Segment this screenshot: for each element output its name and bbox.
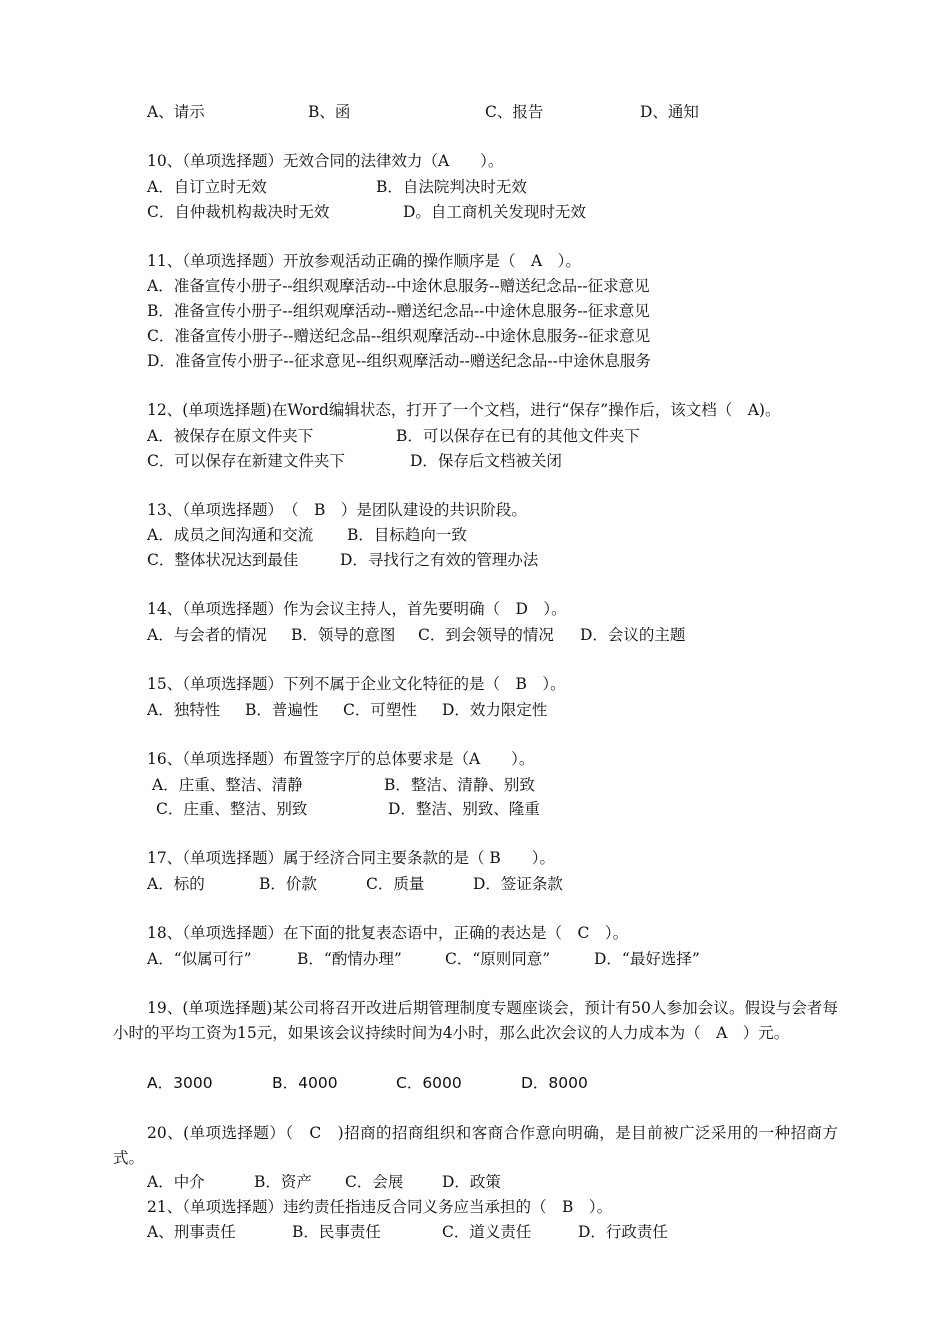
q17-option-d: D．签证条款 <box>473 875 563 893</box>
q15-stem: 15、（单项选择题）下列不属于企业文化特征的是（ B ）。 <box>147 675 566 693</box>
q16-option-b: B．整洁、清静、别致 <box>384 776 535 794</box>
q10-option-d: D。自工商机关发现时无效 <box>403 203 586 221</box>
q11-option-d: D．准备宣传小册子--征求意见--组织观摩活动--赠送纪念品--中途休息服务 <box>147 352 651 370</box>
q18-option-d: D．“最好选择” <box>594 950 700 968</box>
q21-option-b: B．民事责任 <box>292 1223 381 1241</box>
q20-option-a: A．中介 <box>147 1173 205 1191</box>
q16-option-d: D．整洁、别致、隆重 <box>388 800 540 818</box>
q11-stem: 11、（单项选择题）开放参观活动正确的操作顺序是（ A ）。 <box>147 252 581 270</box>
q19-option-b: B．4000 <box>272 1074 338 1092</box>
q16-option-c: C．庄重、整洁、别致 <box>156 800 308 818</box>
q14-option-c: C．到会领导的情况 <box>418 626 554 644</box>
q12-stem: 12、(单项选择题)在Word编辑状态，打开了一个文档，进行“保存”操作后，该文档（ A)。 <box>147 401 781 419</box>
q13-option-d: D．寻找行之有效的管理办法 <box>340 551 539 569</box>
q9-option-d: D、通知 <box>640 103 699 121</box>
q20-stem: 20、(单项选择题）（ C )招商的招商组织和客商合作意向明确，是目前被广泛采用的一种招商方式。 <box>113 1124 838 1167</box>
q14-option-d: D．会议的主题 <box>580 626 686 644</box>
q16-option-a: A．庄重、整洁、清静 <box>152 776 303 794</box>
q12-option-a: A．被保存在原文件夹下 <box>147 427 314 445</box>
q14-stem: 14、（单项选择题）作为会议主持人，首先要明确（ D ）。 <box>147 600 567 618</box>
q9-option-c: C、报告 <box>485 103 544 121</box>
q18-stem: 18、（单项选择题）在下面的批复表态语中，正确的表达是（ C ）。 <box>147 924 629 942</box>
q19-stem: 19、(单项选择题)某公司将召开改进后期管理制度专题座谈会，预计有50人参加会议。假设与会者每小时的平均工资为15元，如果该会议持续时间为4小时，那么此次会议的人力成本为（ A ）元。 <box>113 999 838 1042</box>
q17-stem: 17、（单项选择题）属于经济合同主要条款的是（ B ）。 <box>147 849 556 867</box>
q20-option-d: D．政策 <box>442 1173 501 1191</box>
q21-option-d: D．行政责任 <box>578 1223 668 1241</box>
q17-option-b: B．价款 <box>259 875 317 893</box>
q18-option-c: C．“原则同意” <box>445 950 551 968</box>
q13-option-a: A．成员之间沟通和交流 <box>147 526 314 544</box>
q21-stem: 21、（单项选择题）违约责任指违反合同义务应当承担的（ B ）。 <box>147 1198 613 1216</box>
q18-option-a: A．“似属可行” <box>147 950 252 968</box>
q9-option-b: B、函 <box>308 103 351 121</box>
q19-option-a: A．3000 <box>147 1074 213 1092</box>
q12-option-d: D．保存后文档被关闭 <box>410 452 562 470</box>
q15-option-d: D．效力限定性 <box>442 701 548 719</box>
q11-option-a: A．准备宣传小册子--组织观摩活动--中途休息服务--赠送纪念品--征求意见 <box>147 277 650 295</box>
q19-option-d: D．8000 <box>521 1074 588 1092</box>
q10-stem: 10、（单项选择题）无效合同的法律效力（A ）。 <box>147 152 504 170</box>
q17-option-a: A．标的 <box>147 875 205 893</box>
q14-option-b: B．领导的意图 <box>291 626 396 644</box>
q21-option-c: C．道义责任 <box>442 1223 532 1241</box>
q12-option-c: C．可以保存在新建文件夹下 <box>147 452 345 470</box>
q15-option-c: C．可塑性 <box>343 701 417 719</box>
q10-option-a: A．自订立时无效 <box>147 178 267 196</box>
q21-option-a: A、刑事责任 <box>147 1223 236 1241</box>
q15-option-a: A．独特性 <box>147 701 221 719</box>
q17-option-c: C．质量 <box>366 875 425 893</box>
q10-option-b: B．自法院判决时无效 <box>376 178 527 196</box>
q9-option-a: A、请示 <box>147 103 205 121</box>
q20-option-b: B．资产 <box>254 1173 312 1191</box>
q13-stem: 13、（单项选择题） （ B ）是团队建设的共识阶段。 <box>147 501 527 519</box>
q13-option-b: B．目标趋向一致 <box>347 526 467 544</box>
q20-option-c: C．会展 <box>345 1173 404 1191</box>
q19-option-c: C．6000 <box>396 1074 462 1092</box>
q13-option-c: C．整体状况达到最佳 <box>147 551 299 569</box>
q14-option-a: A．与会者的情况 <box>147 626 267 644</box>
q10-option-c: C．自仲裁机构裁决时无效 <box>147 203 330 221</box>
q11-option-c: C．准备宣传小册子--赠送纪念品--组织观摩活动--中途休息服务--征求意见 <box>147 327 651 345</box>
q16-stem: 16、（单项选择题）布置签字厅的总体要求是（A ）。 <box>147 750 535 768</box>
q12-option-b: B．可以保存在已有的其他文件夹下 <box>396 427 640 445</box>
q18-option-b: B．“酌情办理” <box>297 950 402 968</box>
q15-option-b: B．普遍性 <box>245 701 319 719</box>
q11-option-b: B．准备宣传小册子--组织观摩活动--赠送纪念品--中途休息服务--征求意见 <box>147 302 650 320</box>
